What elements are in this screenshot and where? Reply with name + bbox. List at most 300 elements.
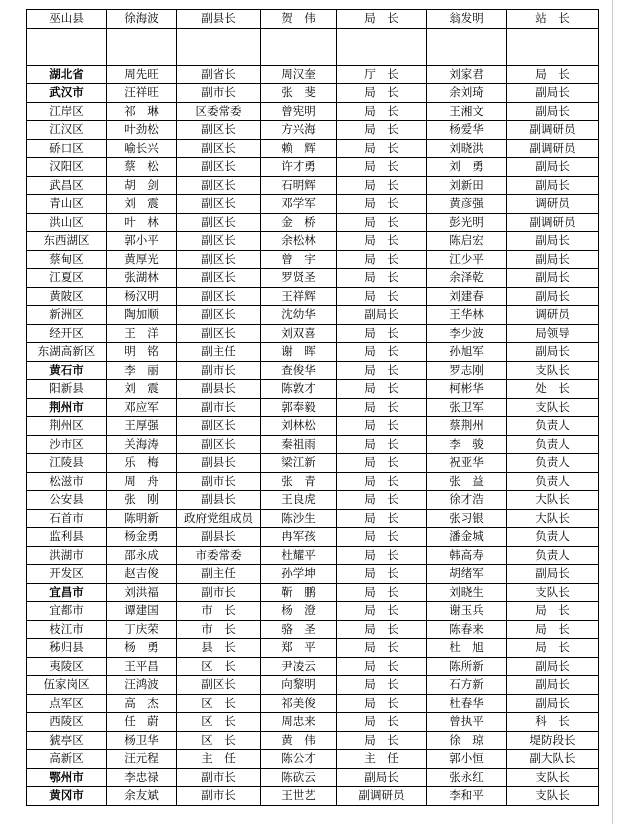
table-row xyxy=(27,565,599,584)
cell-leader: 明 铭 xyxy=(107,343,177,362)
table-row xyxy=(27,491,599,510)
cell-contact-title: 支队长 xyxy=(507,361,599,380)
table-row xyxy=(27,546,599,565)
cell-leader: 叶 林 xyxy=(107,213,177,232)
cell-contact: 余刘琦 xyxy=(427,84,507,103)
cell-water-official-title: 局 长 xyxy=(337,84,427,103)
cell-water-official: 张 青 xyxy=(261,472,337,491)
cell-region: 江夏区 xyxy=(27,269,107,288)
cell-water-official: 张 斐 xyxy=(261,84,337,103)
cell-region: 武昌区 xyxy=(27,176,107,195)
cell-water-official-title: 局 长 xyxy=(337,380,427,399)
cell-region: 荆州市 xyxy=(27,398,107,417)
cell-water-official-title: 局 长 xyxy=(337,213,427,232)
cell-leader: 杨汉明 xyxy=(107,287,177,306)
cell-contact: 杜春华 xyxy=(427,694,507,713)
cell-contact-title: 站 长 xyxy=(507,10,599,29)
cell-water-official: 杜耀平 xyxy=(261,546,337,565)
cell-region: 洪湖市 xyxy=(27,546,107,565)
cell-contact: 张卫军 xyxy=(427,398,507,417)
cell-region: 沙市区 xyxy=(27,435,107,454)
cell-region: 硚口区 xyxy=(27,139,107,158)
table-row xyxy=(27,750,599,769)
cell-water-official: 王良虎 xyxy=(261,491,337,510)
cell-water-official-title: 局 长 xyxy=(337,176,427,195)
cell-region: 荆州区 xyxy=(27,417,107,436)
cell-region: 伍家岗区 xyxy=(27,676,107,695)
table-row xyxy=(27,787,599,806)
cell-water-official: 郭奉毅 xyxy=(261,398,337,417)
table-row xyxy=(27,121,599,140)
cell-region: 猇亭区 xyxy=(27,731,107,750)
cell-contact: 王湘文 xyxy=(427,102,507,121)
cell-contact-title: 副局长 xyxy=(507,158,599,177)
table-row xyxy=(27,676,599,695)
cell-leader-title: 副县长 xyxy=(177,491,261,510)
flood-control-roster-table xyxy=(26,9,599,806)
table-row xyxy=(27,713,599,732)
cell-leader-title: 副县长 xyxy=(177,454,261,473)
table-row xyxy=(27,454,599,473)
cell-leader: 黄厚光 xyxy=(107,250,177,269)
cell-contact: 王华林 xyxy=(427,306,507,325)
cell-leader-title: 副县长 xyxy=(177,380,261,399)
cell-leader: 王 洋 xyxy=(107,324,177,343)
cell-contact: 曾执平 xyxy=(427,713,507,732)
cell-leader-title: 市 长 xyxy=(177,620,261,639)
cell-leader-title: 副区长 xyxy=(177,417,261,436)
cell-leader: 杨 勇 xyxy=(107,639,177,658)
cell-leader: 谭建国 xyxy=(107,602,177,621)
cell-contact: 韩高寿 xyxy=(427,546,507,565)
cell-contact: 杨爱华 xyxy=(427,121,507,140)
cell-region: 点军区 xyxy=(27,694,107,713)
cell-region: 江汉区 xyxy=(27,121,107,140)
cell-leader: 关海涛 xyxy=(107,435,177,454)
cell-region: 洪山区 xyxy=(27,213,107,232)
cell-leader-title: 副区长 xyxy=(177,158,261,177)
cell-region: 武汉市 xyxy=(27,84,107,103)
cell-leader-title xyxy=(177,28,261,65)
cell-leader: 喻长兴 xyxy=(107,139,177,158)
table-row xyxy=(27,195,599,214)
cell-water-official-title: 局 长 xyxy=(337,195,427,214)
cell-region: 黄冈市 xyxy=(27,787,107,806)
cell-contact-title: 负责人 xyxy=(507,528,599,547)
cell-contact-title: 副局长 xyxy=(507,287,599,306)
table-row xyxy=(27,250,599,269)
cell-leader-title: 副区长 xyxy=(177,435,261,454)
cell-water-official-title: 局 长 xyxy=(337,491,427,510)
cell-leader: 高 杰 xyxy=(107,694,177,713)
cell-leader: 赵吉俊 xyxy=(107,565,177,584)
cell-contact: 李 骏 xyxy=(427,435,507,454)
cell-leader: 杨金勇 xyxy=(107,528,177,547)
cell-leader-title: 副区长 xyxy=(177,213,261,232)
cell-leader-title: 副市长 xyxy=(177,583,261,602)
cell-region: 公安县 xyxy=(27,491,107,510)
cell-water-official-title: 局 长 xyxy=(337,731,427,750)
cell-water-official-title: 局 长 xyxy=(337,509,427,528)
page-edge-divider xyxy=(612,0,613,824)
cell-water-official-title: 局 长 xyxy=(337,583,427,602)
cell-contact: 蔡荆州 xyxy=(427,417,507,436)
cell-water-official-title: 局 长 xyxy=(337,232,427,251)
cell-leader-title: 副市长 xyxy=(177,84,261,103)
cell-water-official-title: 局 长 xyxy=(337,546,427,565)
cell-region: 监利县 xyxy=(27,528,107,547)
cell-contact: 石方新 xyxy=(427,676,507,695)
table-row xyxy=(27,343,599,362)
cell-region xyxy=(27,28,107,65)
cell-water-official: 孙学坤 xyxy=(261,565,337,584)
cell-contact-title: 副调研员 xyxy=(507,213,599,232)
cell-region: 汉阳区 xyxy=(27,158,107,177)
cell-region: 江陵县 xyxy=(27,454,107,473)
cell-leader-title: 副区长 xyxy=(177,676,261,695)
table-row xyxy=(27,602,599,621)
cell-contact: 祝亚华 xyxy=(427,454,507,473)
table-row xyxy=(27,380,599,399)
cell-water-official-title xyxy=(337,28,427,65)
cell-leader: 乐 梅 xyxy=(107,454,177,473)
cell-water-official: 尹凌云 xyxy=(261,657,337,676)
cell-leader-title: 副市长 xyxy=(177,787,261,806)
cell-water-official: 周汉奎 xyxy=(261,65,337,84)
cell-contact-title: 局 长 xyxy=(507,639,599,658)
cell-contact: 刘新田 xyxy=(427,176,507,195)
cell-water-official-title: 厅 长 xyxy=(337,65,427,84)
cell-leader-title: 副区长 xyxy=(177,139,261,158)
cell-leader: 张湖林 xyxy=(107,269,177,288)
cell-contact-title: 副局长 xyxy=(507,694,599,713)
table-row xyxy=(27,472,599,491)
cell-contact: 张永红 xyxy=(427,768,507,787)
table-row xyxy=(27,694,599,713)
cell-contact-title: 支队长 xyxy=(507,398,599,417)
table-row xyxy=(27,139,599,158)
cell-contact-title: 副局长 xyxy=(507,343,599,362)
table-row xyxy=(27,417,599,436)
cell-water-official: 陈敦才 xyxy=(261,380,337,399)
cell-contact-title: 副局长 xyxy=(507,269,599,288)
cell-water-official: 金 桥 xyxy=(261,213,337,232)
cell-leader: 丁庆荣 xyxy=(107,620,177,639)
cell-water-official-title: 局 长 xyxy=(337,620,427,639)
cell-leader-title: 副省长 xyxy=(177,65,261,84)
cell-contact-title: 副调研员 xyxy=(507,139,599,158)
cell-leader: 余友斌 xyxy=(107,787,177,806)
cell-leader: 王厚强 xyxy=(107,417,177,436)
cell-contact: 郭小恒 xyxy=(427,750,507,769)
cell-water-official: 王祥辉 xyxy=(261,287,337,306)
cell-contact-title: 局领导 xyxy=(507,324,599,343)
table-row xyxy=(27,102,599,121)
cell-region: 阳新县 xyxy=(27,380,107,399)
cell-contact-title: 支队长 xyxy=(507,768,599,787)
cell-water-official: 周忠来 xyxy=(261,713,337,732)
cell-water-official xyxy=(261,28,337,65)
table-row xyxy=(27,509,599,528)
table-row xyxy=(27,158,599,177)
cell-leader-title: 副区长 xyxy=(177,121,261,140)
cell-contact-title: 调研员 xyxy=(507,195,599,214)
cell-contact: 陈启宏 xyxy=(427,232,507,251)
cell-water-official: 曾宪明 xyxy=(261,102,337,121)
cell-region: 黄陂区 xyxy=(27,287,107,306)
cell-water-official: 向黎明 xyxy=(261,676,337,695)
cell-contact-title: 负责人 xyxy=(507,546,599,565)
cell-contact: 翁发明 xyxy=(427,10,507,29)
table-row xyxy=(27,657,599,676)
cell-leader: 汪元程 xyxy=(107,750,177,769)
cell-leader: 周 舟 xyxy=(107,472,177,491)
cell-water-official: 曾 宇 xyxy=(261,250,337,269)
table-row xyxy=(27,324,599,343)
cell-contact: 胡绪军 xyxy=(427,565,507,584)
cell-region: 夷陵区 xyxy=(27,657,107,676)
cell-water-official: 石明辉 xyxy=(261,176,337,195)
table-row xyxy=(27,583,599,602)
cell-leader-title: 副区长 xyxy=(177,195,261,214)
cell-leader-title: 副区长 xyxy=(177,176,261,195)
cell-contact-title: 副局长 xyxy=(507,676,599,695)
cell-leader-title: 副县长 xyxy=(177,528,261,547)
cell-region: 西陵区 xyxy=(27,713,107,732)
cell-leader-title: 副市长 xyxy=(177,361,261,380)
cell-water-official-title: 局 长 xyxy=(337,324,427,343)
cell-leader: 李 丽 xyxy=(107,361,177,380)
table-row xyxy=(27,232,599,251)
table-row xyxy=(27,10,599,29)
cell-leader-title: 副市长 xyxy=(177,472,261,491)
cell-region: 新洲区 xyxy=(27,306,107,325)
cell-contact: 张习银 xyxy=(427,509,507,528)
cell-contact-title: 负责人 xyxy=(507,472,599,491)
cell-leader: 杨卫华 xyxy=(107,731,177,750)
cell-water-official: 邓学军 xyxy=(261,195,337,214)
cell-water-official-title: 主 任 xyxy=(337,750,427,769)
cell-contact: 谢玉兵 xyxy=(427,602,507,621)
cell-leader-title: 区 长 xyxy=(177,731,261,750)
cell-contact-title: 局 长 xyxy=(507,65,599,84)
cell-leader-title: 区委常委 xyxy=(177,102,261,121)
cell-water-official-title: 局 长 xyxy=(337,676,427,695)
cell-water-official-title: 局 长 xyxy=(337,435,427,454)
cell-contact-title: 副局长 xyxy=(507,657,599,676)
cell-water-official-title: 局 长 xyxy=(337,139,427,158)
cell-water-official-title: 局 长 xyxy=(337,287,427,306)
cell-water-official-title: 局 长 xyxy=(337,158,427,177)
cell-region: 青山区 xyxy=(27,195,107,214)
cell-water-official-title: 局 长 xyxy=(337,657,427,676)
cell-contact-title: 副局长 xyxy=(507,176,599,195)
cell-water-official: 冉军孩 xyxy=(261,528,337,547)
cell-water-official: 祁美俊 xyxy=(261,694,337,713)
cell-leader-title: 副市长 xyxy=(177,398,261,417)
cell-contact-title: 调研员 xyxy=(507,306,599,325)
table-row xyxy=(27,639,599,658)
cell-leader: 刘洪福 xyxy=(107,583,177,602)
cell-water-official-title: 局 长 xyxy=(337,472,427,491)
cell-water-official: 郑 平 xyxy=(261,639,337,658)
cell-region: 宜昌市 xyxy=(27,583,107,602)
cell-leader: 周先旺 xyxy=(107,65,177,84)
cell-leader-title: 副区长 xyxy=(177,232,261,251)
cell-leader: 陶加顺 xyxy=(107,306,177,325)
table-row xyxy=(27,269,599,288)
cell-water-official: 杨 澄 xyxy=(261,602,337,621)
cell-leader-title: 副县长 xyxy=(177,10,261,29)
cell-water-official: 沈幼华 xyxy=(261,306,337,325)
cell-region: 鄂州市 xyxy=(27,768,107,787)
cell-leader-title: 县 长 xyxy=(177,639,261,658)
table-row xyxy=(27,528,599,547)
cell-leader: 郭小平 xyxy=(107,232,177,251)
cell-water-official-title: 局 长 xyxy=(337,361,427,380)
table-row xyxy=(27,731,599,750)
cell-water-official-title: 副局长 xyxy=(337,768,427,787)
cell-contact: 罗志刚 xyxy=(427,361,507,380)
cell-leader: 邵永成 xyxy=(107,546,177,565)
cell-water-official-title: 局 长 xyxy=(337,269,427,288)
cell-contact: 黄彦强 xyxy=(427,195,507,214)
cell-water-official: 罗贤圣 xyxy=(261,269,337,288)
cell-water-official: 陈公才 xyxy=(261,750,337,769)
cell-region: 宜都市 xyxy=(27,602,107,621)
cell-water-official: 刘林松 xyxy=(261,417,337,436)
cell-leader-title: 区 长 xyxy=(177,657,261,676)
cell-water-official: 黄 伟 xyxy=(261,731,337,750)
cell-water-official-title: 局 长 xyxy=(337,528,427,547)
cell-water-official-title: 局 长 xyxy=(337,639,427,658)
table-row xyxy=(27,620,599,639)
cell-contact: 刘 勇 xyxy=(427,158,507,177)
cell-leader: 徐海波 xyxy=(107,10,177,29)
table-row xyxy=(27,213,599,232)
cell-contact-title: 副调研员 xyxy=(507,121,599,140)
cell-leader-title: 副区长 xyxy=(177,324,261,343)
cell-leader: 汪鸿波 xyxy=(107,676,177,695)
cell-water-official: 骆 圣 xyxy=(261,620,337,639)
cell-contact-title: 负责人 xyxy=(507,417,599,436)
table-row xyxy=(27,176,599,195)
cell-leader-title: 区 长 xyxy=(177,694,261,713)
cell-leader-title: 副区长 xyxy=(177,250,261,269)
cell-water-official-title: 局 长 xyxy=(337,417,427,436)
cell-contact: 张 益 xyxy=(427,472,507,491)
cell-leader: 刘 震 xyxy=(107,380,177,399)
cell-contact-title: 局 长 xyxy=(507,620,599,639)
cell-water-official-title: 局 长 xyxy=(337,454,427,473)
table-row xyxy=(27,768,599,787)
cell-leader: 王平昌 xyxy=(107,657,177,676)
cell-contact: 杜 旭 xyxy=(427,639,507,658)
cell-region: 蔡甸区 xyxy=(27,250,107,269)
cell-contact-title: 副大队长 xyxy=(507,750,599,769)
cell-contact: 刘建春 xyxy=(427,287,507,306)
cell-contact-title: 大队长 xyxy=(507,509,599,528)
cell-leader: 陈明新 xyxy=(107,509,177,528)
cell-water-official-title: 局 长 xyxy=(337,565,427,584)
cell-water-official: 王世艺 xyxy=(261,787,337,806)
cell-contact: 徐 琼 xyxy=(427,731,507,750)
cell-leader-title: 副主任 xyxy=(177,565,261,584)
cell-contact: 江少平 xyxy=(427,250,507,269)
cell-contact: 孙旭军 xyxy=(427,343,507,362)
cell-leader: 胡 剑 xyxy=(107,176,177,195)
cell-region: 黄石市 xyxy=(27,361,107,380)
cell-contact: 徐才浩 xyxy=(427,491,507,510)
cell-leader-title: 市 长 xyxy=(177,602,261,621)
roster-body xyxy=(27,10,599,806)
cell-contact: 李少波 xyxy=(427,324,507,343)
cell-contact-title: 支队长 xyxy=(507,583,599,602)
cell-contact-title: 副局长 xyxy=(507,102,599,121)
cell-region: 江岸区 xyxy=(27,102,107,121)
table-row xyxy=(27,398,599,417)
table-row xyxy=(27,65,599,84)
cell-region: 经开区 xyxy=(27,324,107,343)
cell-contact: 刘家君 xyxy=(427,65,507,84)
cell-contact-title: 副局长 xyxy=(507,565,599,584)
cell-water-official: 方兴海 xyxy=(261,121,337,140)
cell-region: 高新区 xyxy=(27,750,107,769)
cell-water-official: 贺 伟 xyxy=(261,10,337,29)
spacer-row xyxy=(27,28,599,65)
cell-contact: 彭光明 xyxy=(427,213,507,232)
cell-water-official-title: 局 长 xyxy=(337,121,427,140)
cell-contact-title: 副局长 xyxy=(507,250,599,269)
cell-contact-title xyxy=(507,28,599,65)
cell-region: 湖北省 xyxy=(27,65,107,84)
cell-contact-title: 堤防段长 xyxy=(507,731,599,750)
cell-water-official-title: 局 长 xyxy=(337,602,427,621)
table-row xyxy=(27,306,599,325)
cell-leader-title: 区 长 xyxy=(177,713,261,732)
table-row xyxy=(27,361,599,380)
cell-water-official: 余松林 xyxy=(261,232,337,251)
cell-region: 巫山县 xyxy=(27,10,107,29)
cell-water-official: 梁江新 xyxy=(261,454,337,473)
cell-water-official: 陈砍云 xyxy=(261,768,337,787)
cell-contact: 陈所新 xyxy=(427,657,507,676)
cell-leader-title: 副主任 xyxy=(177,343,261,362)
cell-water-official: 陈沙生 xyxy=(261,509,337,528)
cell-water-official-title: 局 长 xyxy=(337,102,427,121)
cell-water-official-title: 局 长 xyxy=(337,10,427,29)
cell-water-official-title: 副局长 xyxy=(337,306,427,325)
cell-contact-title: 科 长 xyxy=(507,713,599,732)
cell-leader-title: 政府党组成员 xyxy=(177,509,261,528)
cell-contact: 刘晓生 xyxy=(427,583,507,602)
cell-water-official: 刘双喜 xyxy=(261,324,337,343)
cell-contact-title: 副局长 xyxy=(507,84,599,103)
cell-leader xyxy=(107,28,177,65)
cell-region: 东湖高新区 xyxy=(27,343,107,362)
cell-contact-title: 局 长 xyxy=(507,602,599,621)
cell-water-official-title: 局 长 xyxy=(337,250,427,269)
cell-region: 石首市 xyxy=(27,509,107,528)
cell-water-official: 靳 鹏 xyxy=(261,583,337,602)
cell-contact-title: 负责人 xyxy=(507,435,599,454)
table-row xyxy=(27,287,599,306)
cell-contact-title: 副局长 xyxy=(507,232,599,251)
cell-leader-title: 副区长 xyxy=(177,287,261,306)
cell-region: 东西湖区 xyxy=(27,232,107,251)
cell-leader-title: 市委常委 xyxy=(177,546,261,565)
cell-contact: 李和平 xyxy=(427,787,507,806)
